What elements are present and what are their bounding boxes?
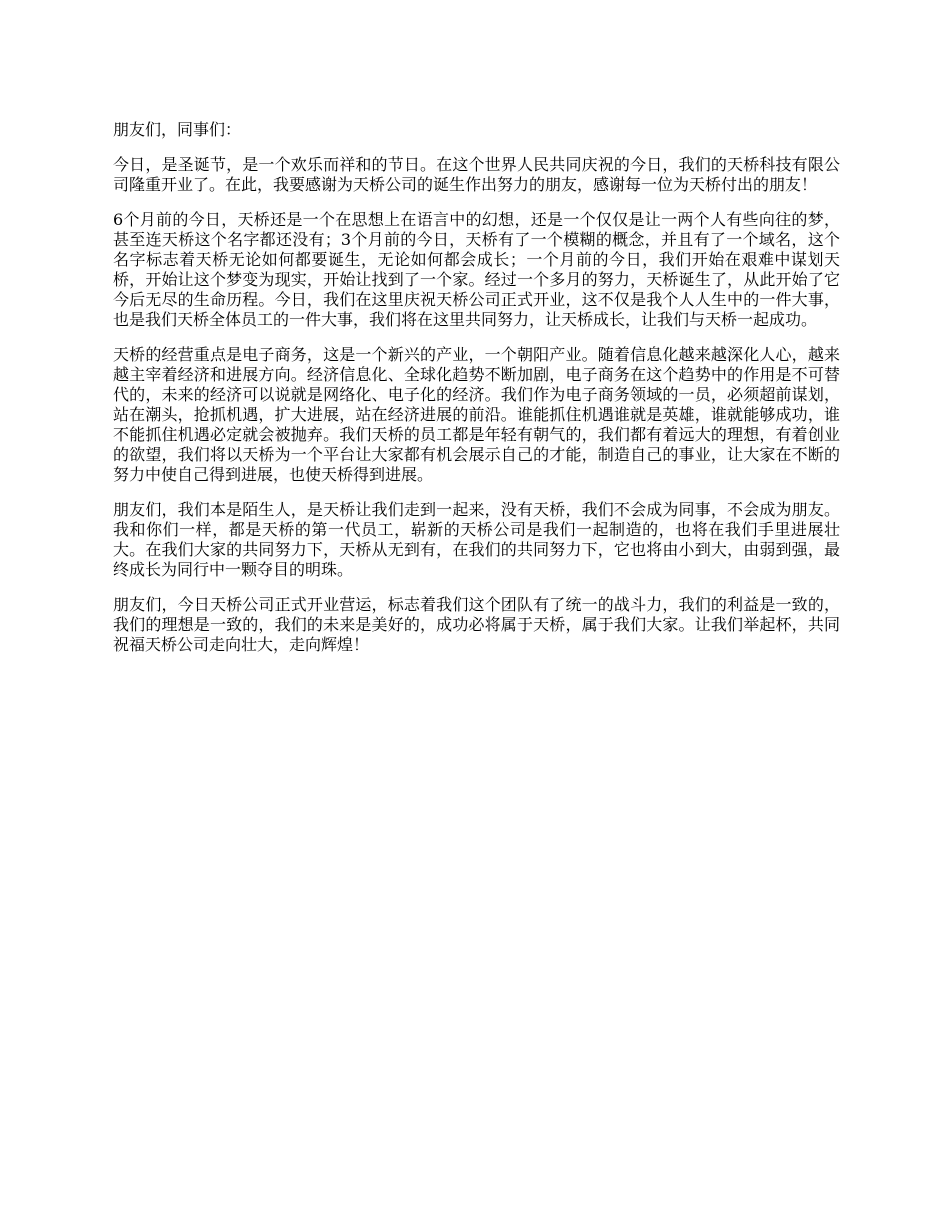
document-body	[113, 120, 840, 670]
paragraph-history: 6个月前的今日，天桥还是一个在思想上在语言中的幻想，还是一个仅仅是让一两个人有些向往的梦，甚至连天桥这个名字都还没有；3个月前的今日，天桥有了一个模糊的概念，并且有了一个域名，这个名字标志着天桥无论如何都要诞生，无论如何都会成长；一个月前的今日，我们开始在艰难中谋划天桥，开始让这个梦变为现实，开始让找到了一个家。经过一个多月的努力，天桥诞生了，从此开始了它今后无尽的生命历程。今日，我们在这里庆祝天桥公司正式开业，这不仅是我个人人生中的一件大事，也是我们天桥全体员工的一件大事，我们将在这里共同努力，让天桥成长，让我们与天桥一起成功。	[113, 210, 840, 329]
paragraph-business-focus: 天桥的经营重点是电子商务，这是一个新兴的产业，一个朝阳产业。随着信息化越来越深化人心，越来越主宰着经济和进展方向。经济信息化、全球化趋势不断加剧，电子商务在这个趋势中的作用是不可替代的，未来的经济可以说就是网络化、电子化的经济。我们作为电子商务领域的一员，必须超前谋划，站在潮头，抢抓机遇，扩大进展，站在经济进展的前沿。谁能抓住机遇谁就是英雄，谁就能够成功，谁不能抓住机遇必定就会被抛弃。我们天桥的员工都是年轻有朝气的，我们都有着远大的理想，有着创业的欲望，我们将以天桥为一个平台让大家都有机会展示自己的才能，制造自己的事业，让大家在不断的努力中使自己得到进展，也使天桥得到进展。	[113, 345, 840, 484]
paragraph-opening: 今日，是圣诞节，是一个欢乐而祥和的节日。在这个世界人民共同庆祝的今日，我们的天桥科技有限公司隆重开业了。在此，我要感谢为天桥公司的诞生作出努力的朋友，感谢每一位为天桥付出的朋友！	[113, 155, 840, 194]
paragraph-closing-toast: 朋友们，今日天桥公司正式开业营运，标志着我们这个团队有了统一的战斗力，我们的利益是一致的，我们的理想是一致的，我们的未来是美好的，成功必将属于天桥，属于我们大家。让我们举起杯，共同祝福天桥公司走向壮大，走向辉煌！	[113, 595, 840, 654]
paragraph-colleagues: 朋友们，我们本是陌生人，是天桥让我们走到一起来，没有天桥，我们不会成为同事，不会成为朋友。我和你们一样，都是天桥的第一代员工，崭新的天桥公司是我们一起制造的，也将在我们手里进展壮大。在我们大家的共同努力下，天桥从无到有，在我们的共同努力下，它也将由小到大，由弱到强，最终成长为同行中一颗夺目的明珠。	[113, 500, 840, 579]
greeting: 朋友们，同事们：	[113, 120, 242, 139]
